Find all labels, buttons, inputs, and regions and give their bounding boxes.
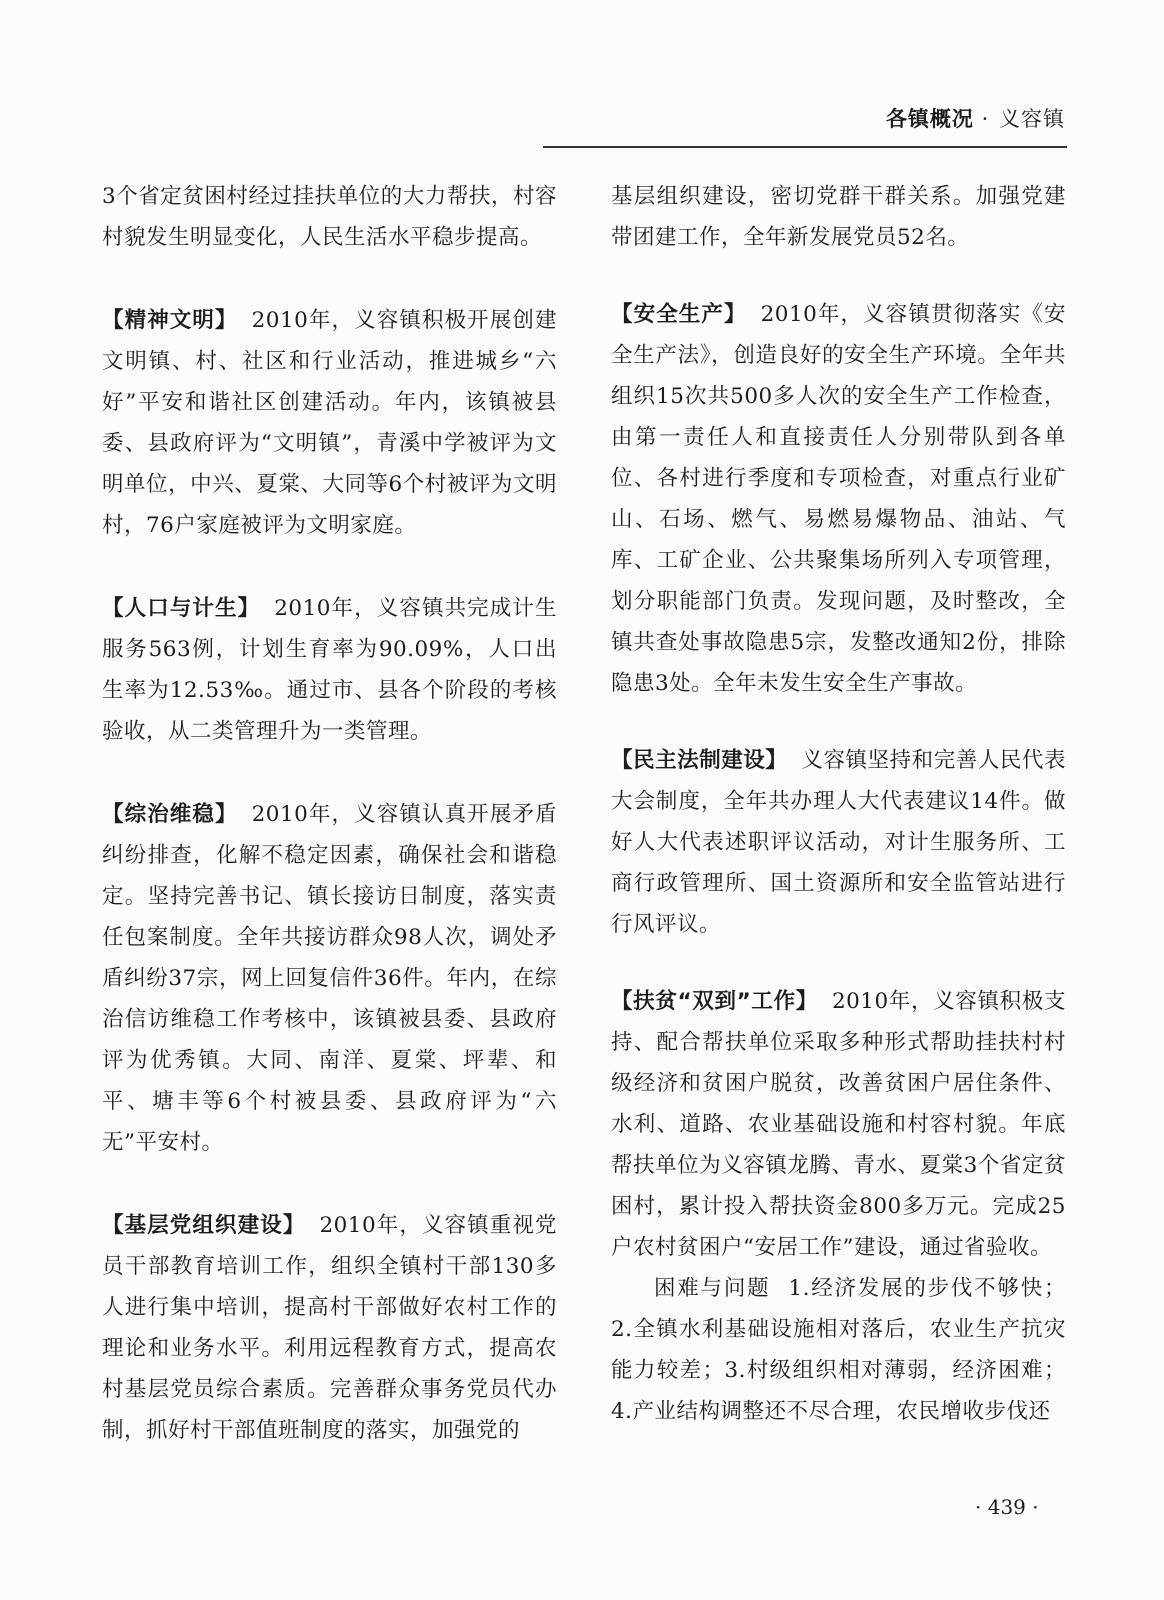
- party-title: 【基层党组织建设】: [102, 1213, 306, 1238]
- intro-paragraph: 3个省定贫困村经过挂扶单位的大力帮扶，村容村貌发生明显变化，人民生活水平稳步提高。: [102, 184, 557, 250]
- democracy-title: 【民主法制建设】: [611, 748, 788, 773]
- header-rule: [543, 146, 1067, 148]
- running-header: [545, 103, 1065, 133]
- safety-title: 【安全生产】: [611, 302, 747, 327]
- spiritual-text: 2010年，义容镇积极开展创建文明镇、村、社区和行业活动，推进城乡“六好”平安和谐社区创建活动。年内，该镇被县委、县政府评为“文明镇”，青溪中学被评为文明单位，中兴、夏棠、大同等6个村被评为文明村，76户家庭被评为文明家庭。: [102, 308, 557, 538]
- party-text: 2010年，义容镇重视党员干部教育培训工作，组织全镇村干部130多人进行集中培训，提高村干部做好农村工作的理论和业务水平。利用远程教育方式，提高农村基层党员综合素质。完善群众事务党员代办制，抓好村干部值班制度的落实，加强党的: [102, 1213, 557, 1443]
- safety-paragraph: [611, 294, 1066, 704]
- safety-text: 2010年，义容镇贯彻落实《安全生产法》，创造良好的安全生产环境。全年共组织15次共500多人次的安全生产工作检查，由第一责任人和直接责任人分别带队到各单位、各村进行季度和专项检查，对重点行业矿山、石场、燃气、易燃易爆物品、油站、气库、工矿企业、公共聚集场所列入专项管理，划分职能部门负责。发现问题，及时整改，全镇共查处事故隐患5宗，发整改通知2份，排除隐患3处。全年未发生安全生产事故。: [611, 302, 1066, 696]
- problems-title: 困难与问题: [654, 1276, 771, 1301]
- poverty-text: 2010年，义容镇积极支持、配合帮扶单位采取多种形式帮助挂扶村村级经济和贫困户脱贫，改善贫困户居住条件、水利、道路、农业基础设施和村容村貌。年底帮扶单位为义容镇龙腾、青水、夏棠3个省定贫困村，累计投入帮扶资金800多万元。完成25户农村贫困户“安居工作”建设，通过省验收。: [611, 989, 1066, 1260]
- right-column: [611, 176, 1066, 1432]
- population-paragraph: [102, 588, 557, 752]
- header-town: 义容镇: [999, 107, 1065, 131]
- left-column: [102, 176, 557, 1451]
- poverty-title: 【扶贫“双到”工作】: [611, 989, 818, 1014]
- problems-text: 1.经济发展的步伐不够快；2.全镇水利基础设施相对落后，农业生产抗灾能力较差；3.村级组织相对薄弱，经济困难；4.产业结构调整还不尽合理，农民增收步伐还: [611, 1276, 1066, 1424]
- page-number: · 439 ·: [975, 1495, 1039, 1519]
- spiritual-paragraph: [102, 300, 557, 546]
- population-title: 【人口与计生】: [102, 596, 261, 621]
- stability-paragraph: [102, 794, 557, 1163]
- spiritual-title: 【精神文明】: [102, 308, 238, 333]
- header-separator: ·: [981, 107, 990, 131]
- democracy-text: 义容镇坚持和完善人民代表大会制度，全年共办理人大代表建议14件。做好人大代表述职评议活动，对计生服务所、工商行政管理所、国土资源所和安全监管站进行行风评议。: [611, 748, 1066, 937]
- democracy-paragraph: [611, 740, 1066, 945]
- party-paragraph: [102, 1205, 557, 1451]
- party-continued-paragraph: 基层组织建设，密切党群干群关系。加强党建带团建工作，全年新发展党员52名。: [611, 184, 1066, 250]
- population-text: 2010年，义容镇共完成计生服务563例，计划生育率为90.09%，人口出生率为12.53‰。通过市、县各个阶段的考核验收，从二类管理升为一类管理。: [102, 596, 557, 744]
- stability-title: 【综治维稳】: [102, 802, 238, 827]
- header-section: 各镇概况: [885, 107, 974, 131]
- problems-paragraph: [611, 1268, 1066, 1432]
- stability-text: 2010年，义容镇认真开展矛盾纠纷排查，化解不稳定因素，确保社会和谐稳定。坚持完善书记、镇长接访日制度，落实责任包案制度。全年共接访群众98人次，调处矛盾纠纷37宗，网上回复信件36件。年内，在综治信访维稳工作考核中，该镇被县委、县政府评为优秀镇。大同、南洋、夏棠、坪辈、和平、塘丰等6个村被县委、县政府评为“六无”平安村。: [102, 802, 557, 1155]
- poverty-paragraph: [611, 981, 1066, 1268]
